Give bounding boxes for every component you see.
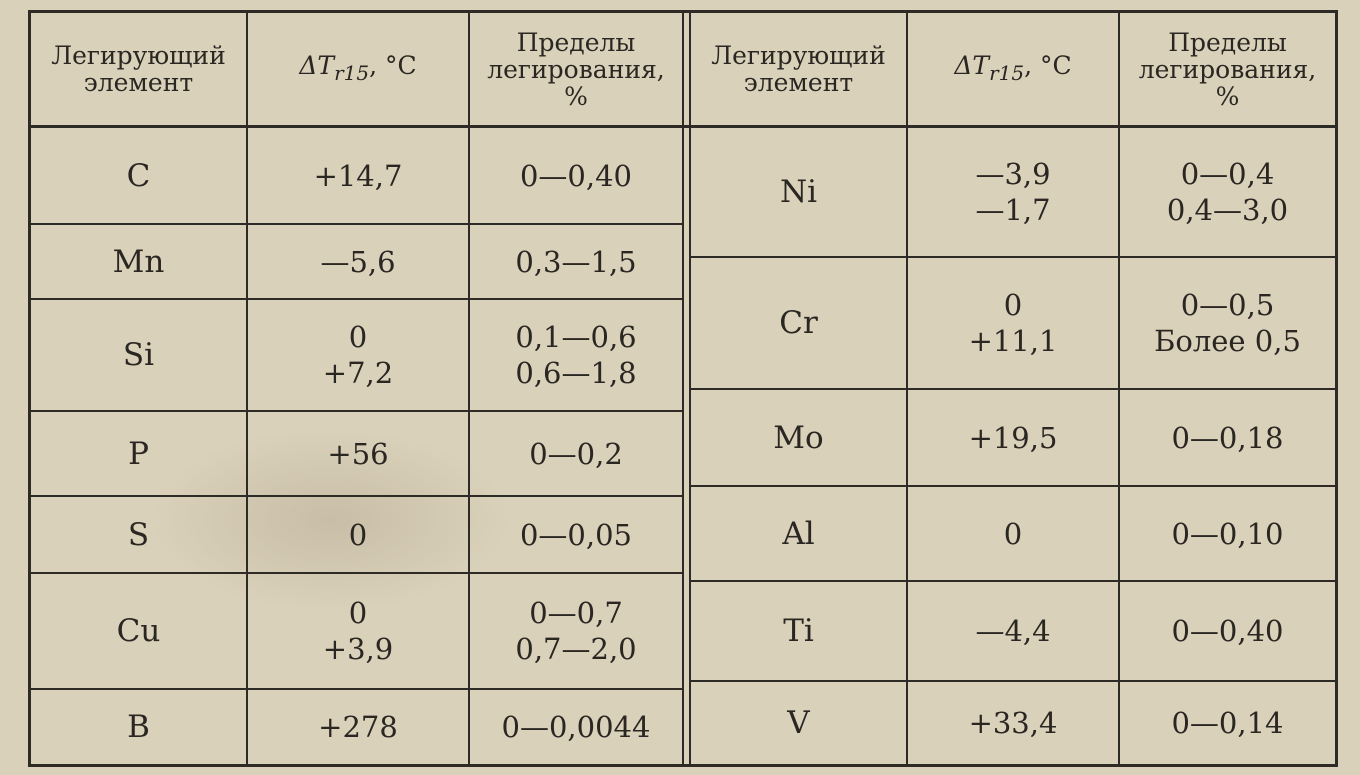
header-dt-unit: , °C (369, 50, 417, 80)
dt-value: +3,9 (322, 632, 394, 666)
dt-value: 0 (348, 320, 368, 354)
limits-cell (470, 690, 682, 764)
dt-value: +14,7 (313, 158, 403, 193)
header-element-line1: Легирующий (711, 41, 886, 70)
dt-cell (248, 300, 468, 410)
limits-value: 0,1—0,6 (515, 320, 637, 354)
header-limits-right (1120, 13, 1335, 125)
dt-cell (248, 412, 468, 495)
dt-value: 0 (348, 517, 368, 552)
limits-cell (470, 128, 682, 223)
dt-value: —1,7 (975, 193, 1051, 227)
limits-value: 0—0,40 (519, 158, 633, 193)
element-cell: Cu (116, 613, 161, 649)
dt-value: +56 (327, 436, 389, 471)
limits-value: 0,4—3,0 (1166, 193, 1289, 227)
limits-value: 0—0,18 (1171, 420, 1284, 455)
header-dt-right (908, 13, 1118, 125)
limits-value: 0—0,7 (529, 596, 623, 630)
element-cell: Mo (773, 419, 824, 456)
element-cell: Ti (783, 613, 814, 649)
limits-value: 0—0,10 (1171, 516, 1284, 551)
limits-value: 0—0,05 (519, 517, 633, 552)
element-cell: C (126, 157, 151, 194)
header-dt-symbol: ΔT (299, 50, 335, 80)
dt-value: 0 (1003, 516, 1023, 551)
limits-cell (470, 225, 682, 298)
header-limits-line3: % (1215, 81, 1240, 111)
limits-cell (1120, 128, 1335, 256)
limits-value: 0—0,2 (529, 436, 623, 471)
header-element-line2: элемент (743, 68, 854, 97)
header-element-line1: Легирующий (51, 41, 226, 70)
dt-cell (908, 487, 1118, 580)
dt-value: +278 (318, 710, 398, 744)
dt-cell (248, 690, 468, 764)
header-dt-subscript: r15 (989, 60, 1025, 85)
header-dt-symbol: ΔT (954, 50, 990, 80)
header-element-left (31, 13, 246, 125)
limits-cell (470, 497, 682, 572)
element-cell: V (787, 705, 810, 741)
dt-cell (248, 497, 468, 572)
header-element-right (691, 13, 906, 125)
limits-value: 0,6—1,8 (515, 356, 637, 390)
table-center-divider (682, 10, 684, 767)
limits-value: 0—0,4 (1180, 157, 1275, 191)
element-cell: Cr (779, 305, 818, 341)
limits-cell (1120, 487, 1335, 580)
dt-cell (908, 582, 1118, 680)
limits-cell (470, 412, 682, 495)
dt-value: —5,6 (320, 244, 396, 279)
header-limits-line1: Пределы (516, 27, 636, 57)
header-limits-left (470, 13, 682, 125)
element-cell: Al (782, 515, 815, 552)
limits-value: 0—0,0044 (501, 710, 651, 744)
element-cell: Si (122, 337, 155, 373)
dt-cell (908, 682, 1118, 764)
header-element-line2: элемент (83, 68, 194, 97)
header-dt-unit: , °C (1024, 50, 1072, 80)
header-dt-subscript: r15 (334, 60, 370, 85)
header-limits-line2: легирования, (487, 54, 665, 84)
header-limits-line1: Пределы (1168, 27, 1287, 57)
limits-cell (1120, 582, 1335, 680)
dt-value: —4,4 (975, 614, 1051, 648)
element-cell: B (127, 709, 150, 745)
dt-value: +19,5 (968, 420, 1058, 455)
limits-cell (470, 574, 682, 688)
dt-value: 0 (1003, 288, 1023, 322)
element-cell: Mn (112, 243, 165, 280)
dt-cell (248, 225, 468, 298)
dt-cell (908, 128, 1118, 256)
limits-cell (1120, 390, 1335, 485)
dt-value: +11,1 (968, 324, 1058, 358)
element-cell: P (128, 435, 149, 472)
limits-value: 0—0,40 (1171, 614, 1284, 648)
dt-cell (908, 258, 1118, 388)
limits-value: 0—0,5 (1180, 288, 1275, 322)
header-limits-line2: легирования, (1138, 54, 1317, 84)
limits-value: Более 0,5 (1154, 324, 1301, 358)
header-dt-left (248, 13, 468, 125)
element-cell: S (127, 516, 150, 553)
limits-cell (470, 300, 682, 410)
limits-cell (1120, 682, 1335, 764)
dt-value: +7,2 (322, 356, 394, 390)
element-cell: Ni (779, 174, 818, 210)
dt-cell (908, 390, 1118, 485)
limits-value: 0,7—2,0 (515, 632, 637, 666)
header-limits-line3: % (564, 81, 588, 111)
dt-value: +33,4 (968, 706, 1058, 740)
dt-value: —3,9 (975, 157, 1051, 191)
dt-value: 0 (348, 596, 368, 630)
limits-value: 0—0,14 (1171, 706, 1284, 740)
limits-cell (1120, 258, 1335, 388)
dt-cell (248, 574, 468, 688)
limits-value: 0,3—1,5 (515, 244, 637, 279)
dt-cell (248, 128, 468, 223)
